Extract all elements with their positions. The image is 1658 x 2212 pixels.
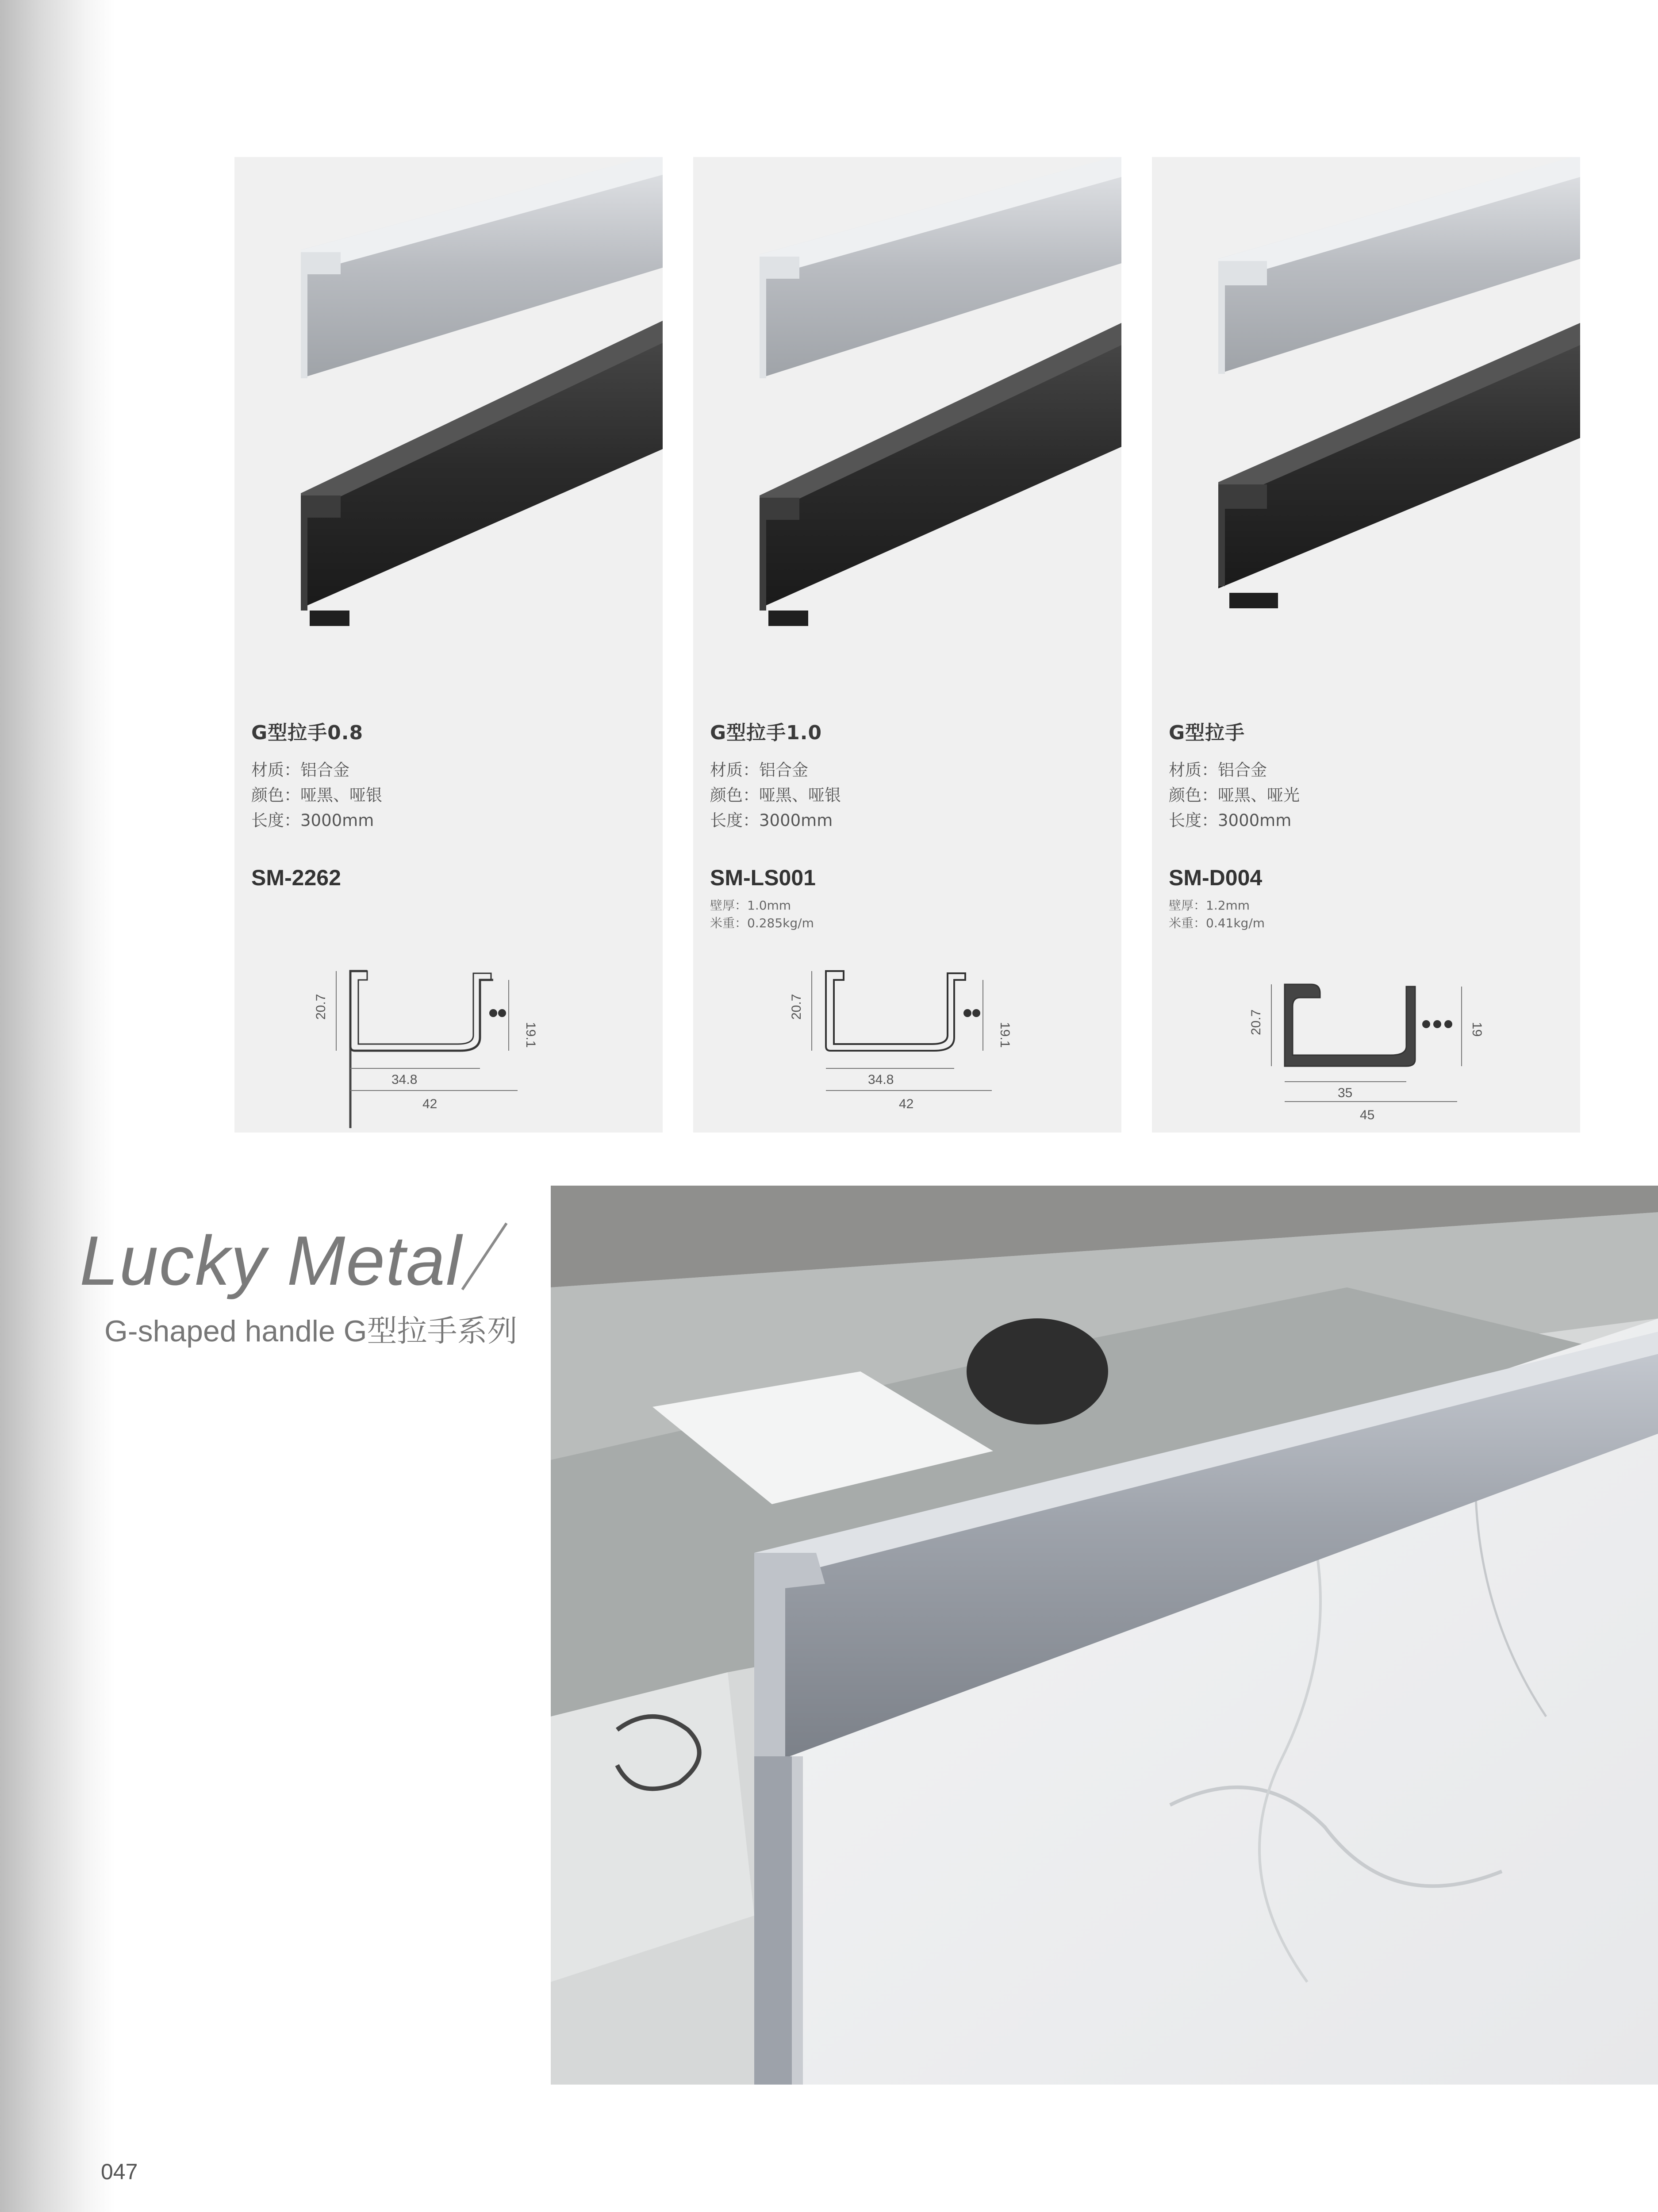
product-thickness: 壁厚：1.0mm [710, 898, 791, 913]
product-card-1 [234, 157, 663, 1133]
profile-drawing-2 [693, 157, 1121, 1133]
dim-width: 42 [899, 1097, 914, 1111]
product-card-3 [1152, 157, 1580, 1133]
brand-slash-mark [458, 1214, 511, 1294]
product-thickness: 壁厚：1.2mm [1169, 898, 1250, 913]
dim-inner-width: 34.8 [391, 1072, 418, 1087]
dim-width: 42 [422, 1097, 438, 1111]
page-edge-shadow [0, 0, 115, 2212]
page-number: 047 [101, 2159, 138, 2184]
product-card-2 [693, 157, 1121, 1133]
product-color: 颜色：哑黑、哑光 [1169, 786, 1300, 805]
brand-title: Lucky Metal [80, 1222, 463, 1300]
dim-inner-height: 19.1 [998, 1022, 1012, 1048]
dim-height: 20.7 [314, 994, 328, 1020]
dim-inner-width: 35 [1338, 1086, 1353, 1100]
product-code: SM-LS001 [710, 865, 816, 890]
dim-height: 20.7 [789, 994, 804, 1020]
product-title: G型拉手0.8 [251, 722, 364, 744]
kitchen-drawer-photo [551, 1186, 1658, 2085]
dim-inner-width: 34.8 [868, 1072, 894, 1087]
dim-width: 45 [1360, 1108, 1375, 1122]
profile-drawing-1 [234, 157, 663, 1133]
product-weight: 米重：0.285kg/m [710, 916, 814, 930]
brand-subtitle: G-shaped handle G型拉手系列 [104, 1314, 518, 1348]
product-weight: 米重：0.41kg/m [1169, 916, 1265, 930]
product-code: SM-D004 [1169, 865, 1263, 890]
product-length: 长度：3000mm [251, 811, 374, 830]
product-material: 材质：铝合金 [251, 760, 349, 780]
product-title: G型拉手 [1169, 722, 1245, 744]
dim-height: 20.7 [1249, 1009, 1263, 1035]
product-color: 颜色：哑黑、哑银 [710, 786, 841, 805]
product-title: G型拉手1.0 [710, 722, 822, 744]
product-code: SM-2262 [251, 865, 341, 890]
dim-inner-height: 19 [1470, 1022, 1484, 1037]
profile-drawing-3 [1152, 157, 1580, 1133]
product-length: 长度：3000mm [1169, 811, 1292, 830]
product-material: 材质：铝合金 [710, 760, 808, 780]
product-length: 长度：3000mm [710, 811, 833, 830]
product-material: 材质：铝合金 [1169, 760, 1267, 780]
product-color: 颜色：哑黑、哑银 [251, 786, 382, 805]
dim-inner-height: 19.1 [523, 1022, 538, 1048]
